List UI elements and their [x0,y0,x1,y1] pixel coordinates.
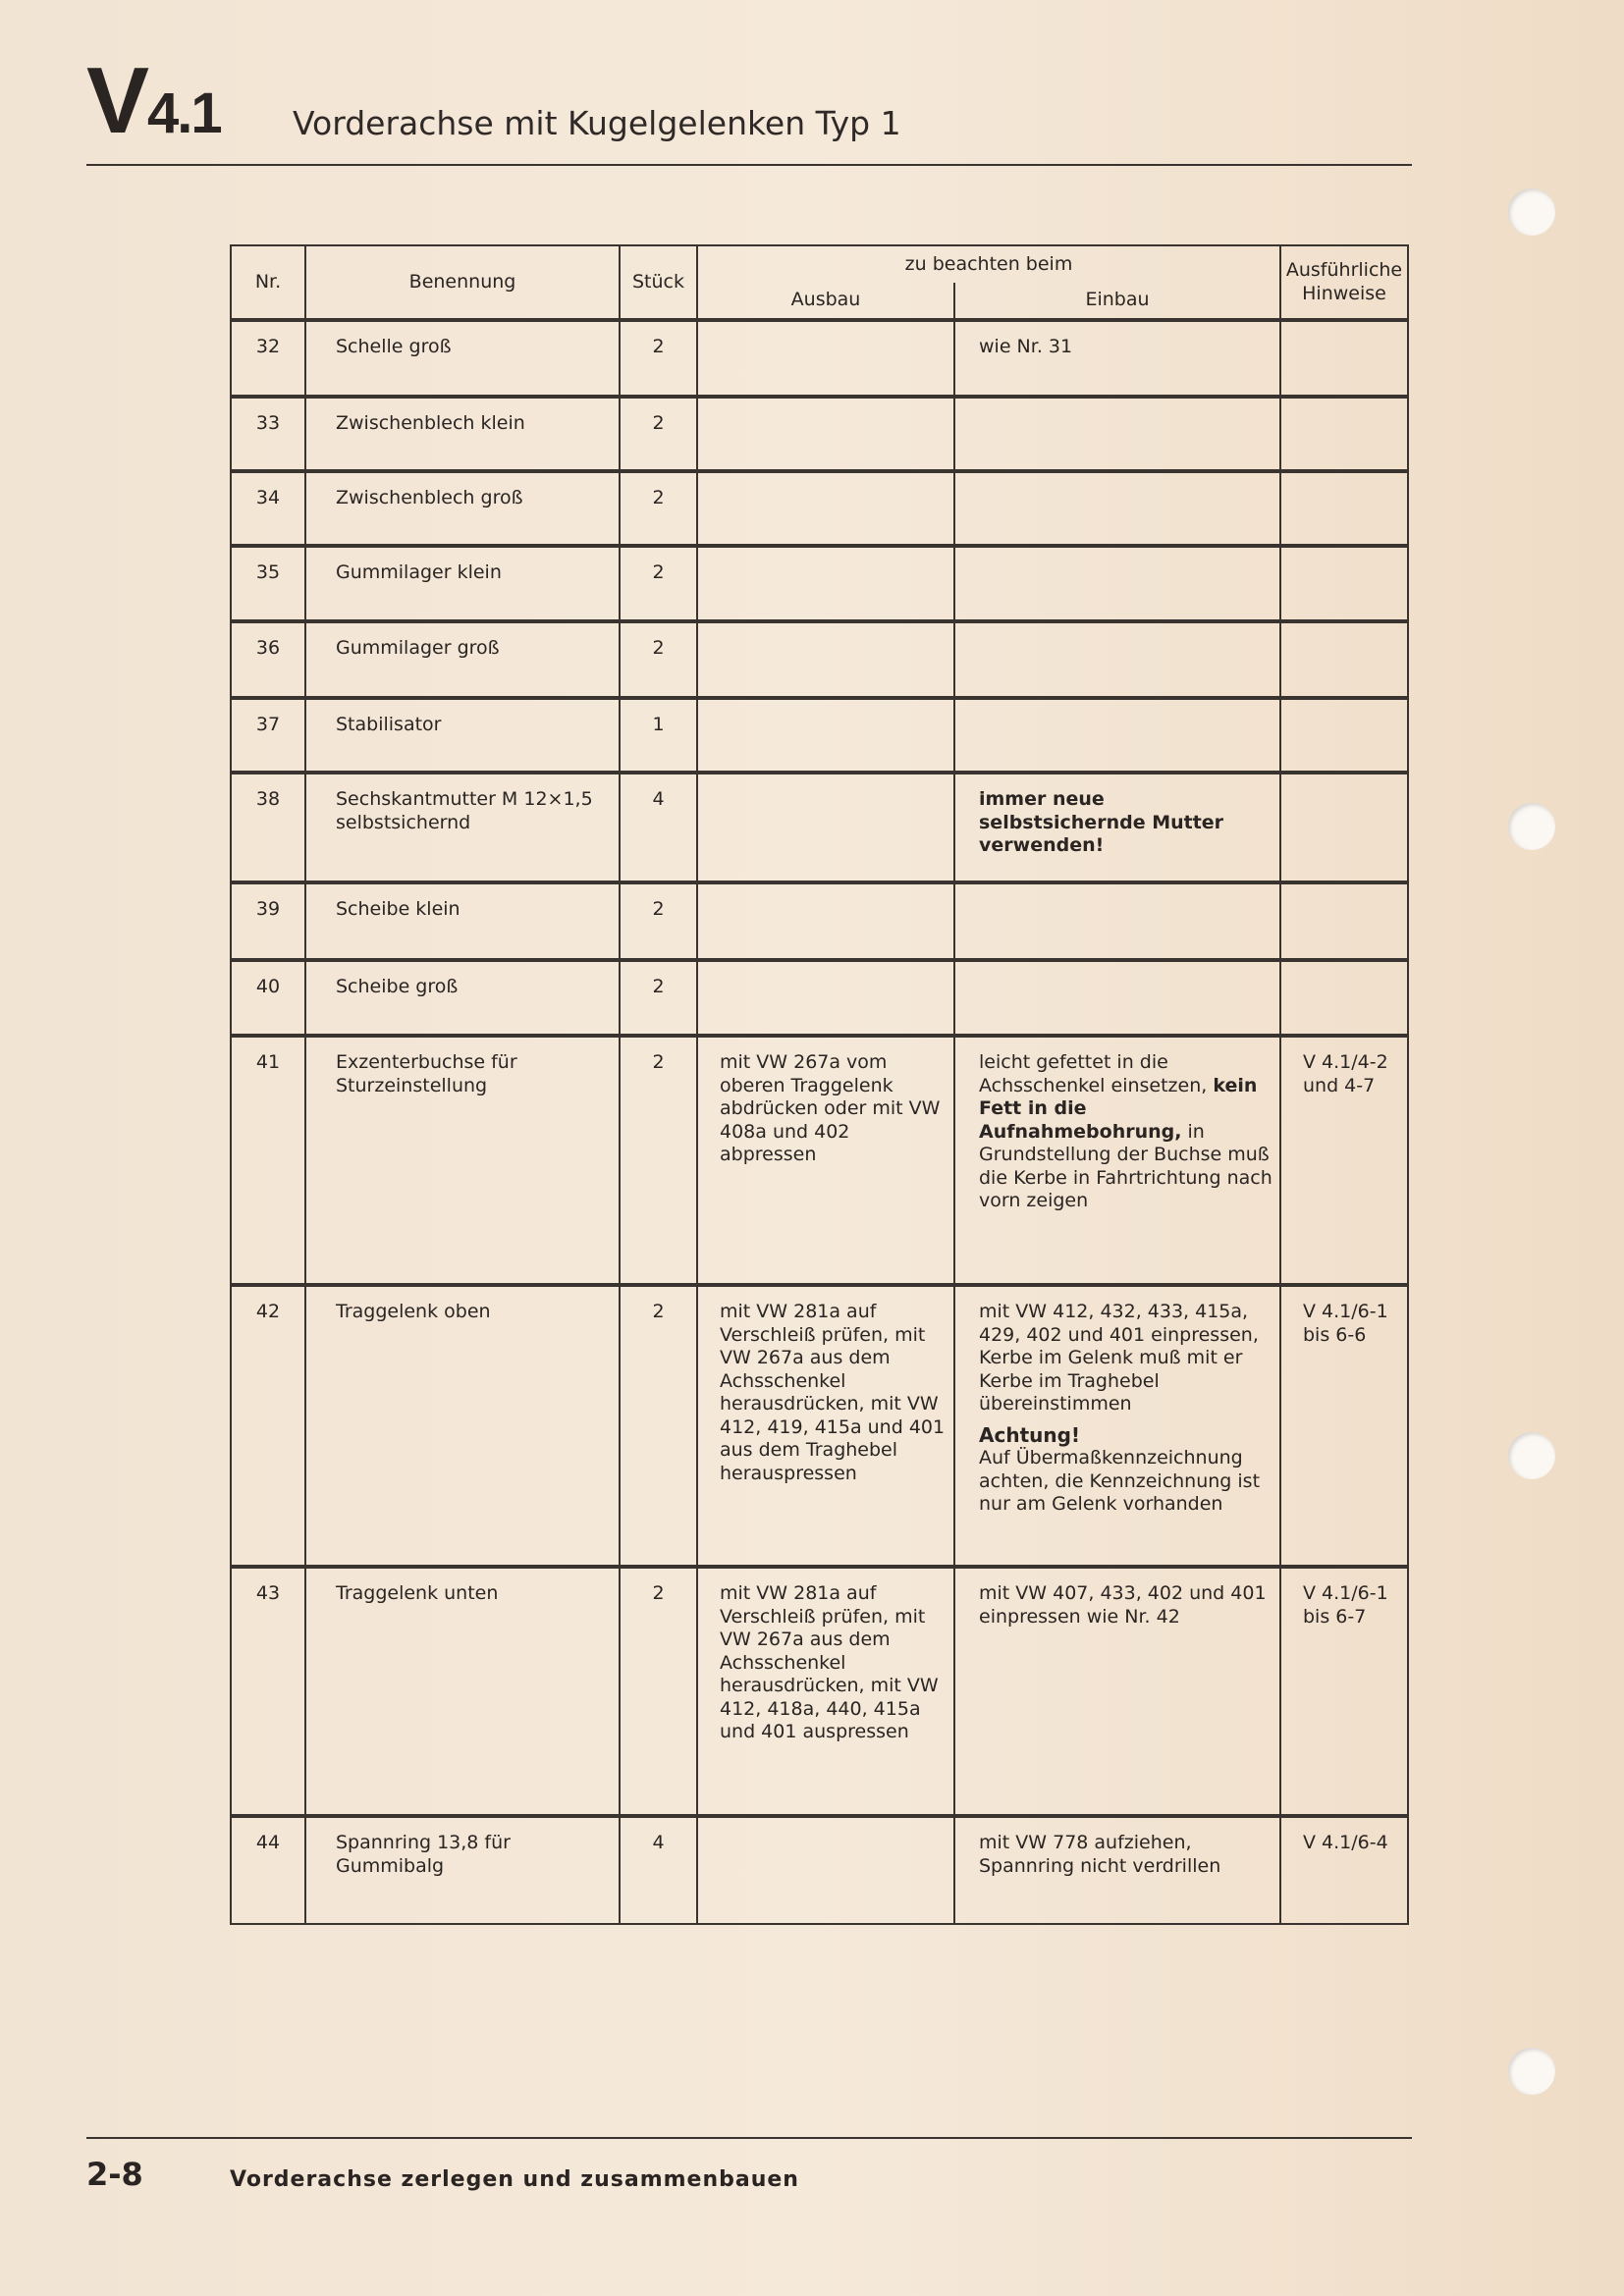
punch-hole [1508,188,1555,236]
table-row [231,773,1408,882]
cell-einbau [954,698,1280,773]
cell-nr: 42 [231,1285,305,1567]
cell-nr: 32 [231,320,305,397]
cell-hinweise [1280,397,1408,471]
cell-einbau [954,621,1280,698]
cell-name: Gummilager groß [305,621,620,698]
parts-table [230,244,1409,1925]
cell-qty: 4 [620,773,697,882]
cell-nr: 41 [231,1036,305,1285]
table-row [231,320,1408,397]
section-code: V4.1 [86,48,221,153]
cell-hinweise: V 4.1/4-2 und 4-7 [1280,1036,1408,1285]
cell-name: Spannring 13,8 für Gummibalg [305,1816,620,1924]
table-row [231,698,1408,773]
cell-ausbau [697,320,954,397]
cell-hinweise [1280,882,1408,960]
table-row [231,1816,1408,1924]
col-qty: Stück [620,245,697,320]
cell-hinweise [1280,698,1408,773]
cell-einbau [954,320,1280,397]
cell-hinweise [1280,773,1408,882]
cell-qty: 2 [620,960,697,1036]
cell-hinweise [1280,471,1408,546]
cell-einbau [954,882,1280,960]
cell-ausbau [697,698,954,773]
cell-name: Exzenterbuchse für Sturzeinstellung [305,1036,620,1285]
cell-einbau [954,1816,1280,1924]
cell-hinweise [1280,320,1408,397]
header-rule [86,164,1412,166]
cell-ausbau [697,773,954,882]
cell-ausbau [697,546,954,621]
cell-qty: 2 [620,621,697,698]
col-name: Benennung [305,245,620,320]
cell-qty: 2 [620,1285,697,1567]
cell-hinweise [1280,546,1408,621]
einbau-text: mit VW 778 aufziehen, Spannring nicht verdrillen [979,1832,1221,1877]
cell-hinweise: V 4.1/6-1 bis 6-7 [1280,1567,1408,1816]
table-row [231,397,1408,471]
cell-qty: 2 [620,320,697,397]
cell-nr: 36 [231,621,305,698]
cell-hinweise: V 4.1/6-4 [1280,1816,1408,1924]
cell-name: Traggelenk unten [305,1567,620,1816]
cell-qty: 2 [620,882,697,960]
table-row [231,1285,1408,1567]
cell-ausbau [697,471,954,546]
footer-title: Vorderachse zerlegen und zusammenbauen [230,2167,799,2192]
punch-hole [1508,803,1555,850]
cell-qty: 2 [620,1567,697,1816]
cell-hinweise [1280,960,1408,1036]
cell-name: Scheibe groß [305,960,620,1036]
cell-einbau [954,471,1280,546]
cell-qty: 2 [620,546,697,621]
cell-qty: 4 [620,1816,697,1924]
cell-name: Zwischenblech klein [305,397,620,471]
cell-einbau [954,773,1280,882]
cell-nr: 35 [231,546,305,621]
cell-hinweise: V 4.1/6-1 bis 6-6 [1280,1285,1408,1567]
einbau-text: in Grundstellung der Buchse muß die Kerbe in Fahrtrichtung nach vorn zeigen [979,1120,1272,1211]
cell-ausbau [697,882,954,960]
table-row [231,546,1408,621]
cell-nr: 44 [231,1816,305,1924]
cell-name: Schelle groß [305,320,620,397]
einbau-text: mit VW 412, 432, 433, 415a, 429, 402 und 401 einpressen, Kerbe im Gelenk muß mit er Kerbe im Traghebel übereinstimmen [979,1301,1259,1415]
cell-ausbau: mit VW 267a vom oberen Traggelenk abdrücken oder mit VW 408a und 402 abpressen [697,1036,954,1285]
table-row [231,882,1408,960]
cell-nr: 37 [231,698,305,773]
einbau-bold: kein Fett in die Aufnahmebohrung, [979,1074,1258,1143]
cell-nr: 39 [231,882,305,960]
cell-name: Gummilager klein [305,546,620,621]
einbau-note: Auf Übermaßkennzeichnung achten, die Kennzeichnung ist nur am Gelenk vorhanden [979,1447,1261,1515]
cell-einbau [954,546,1280,621]
cell-nr: 43 [231,1567,305,1816]
cell-hinweise [1280,621,1408,698]
table-row [231,960,1408,1036]
cell-ausbau [697,960,954,1036]
cell-qty: 2 [620,1036,697,1285]
cell-ausbau: mit VW 281a auf Verschleiß prüfen, mit VW 267a aus dem Achsschenkel herausdrücken, mit VW 412, 418a, 440, 415a und 401 auspressen [697,1567,954,1816]
cell-nr: 34 [231,471,305,546]
einbau-text: leicht gefettet in die Achsschenkel einsetzen, [979,1051,1214,1096]
cell-qty: 2 [620,397,697,471]
col-hin: Ausführliche Hinweise [1280,245,1408,320]
einbau-text: mit VW 407, 433, 402 und 401 einpressen wie Nr. 42 [979,1582,1267,1628]
cell-nr: 40 [231,960,305,1036]
col-nr: Nr. [231,245,305,320]
cell-qty: 2 [620,471,697,546]
table-row [231,471,1408,546]
col-aus: Ausbau [697,283,954,320]
cell-nr: 33 [231,397,305,471]
einbau-bold: Achtung! [979,1422,1081,1447]
page-number: 2-8 [86,2156,143,2193]
punch-hole [1508,2048,1555,2095]
einbau-bold: immer neue selbstsichernde Mutter verwenden! [979,788,1224,856]
punch-hole [1508,1432,1555,1479]
cell-name: Sechskantmutter M 12×1,5 selbstsichernd [305,773,620,882]
cell-name: Scheibe klein [305,882,620,960]
cell-ausbau: mit VW 281a auf Verschleiß prüfen, mit VW 267a aus dem Achsschenkel herausdrücken, mit VW 412, 419, 415a und 401 aus dem Traghebel herauspressen [697,1285,954,1567]
table-row [231,621,1408,698]
cell-einbau [954,1036,1280,1285]
cell-ausbau [697,621,954,698]
cell-nr: 38 [231,773,305,882]
cell-name: Stabilisator [305,698,620,773]
cell-name: Traggelenk oben [305,1285,620,1567]
cell-einbau [954,1285,1280,1567]
cell-name: Zwischenblech groß [305,471,620,546]
cell-ausbau [697,1816,954,1924]
table-row [231,1567,1408,1816]
cell-einbau [954,960,1280,1036]
cell-einbau [954,397,1280,471]
einbau-text: wie Nr. 31 [979,336,1073,357]
col-group: zu beachten beim [697,245,1280,283]
cell-qty: 1 [620,698,697,773]
col-ein: Einbau [954,283,1280,320]
cell-ausbau [697,397,954,471]
page-title: Vorderachse mit Kugelgelenken Typ 1 [293,104,901,142]
table-row [231,1036,1408,1285]
cell-einbau [954,1567,1280,1816]
footer-rule [86,2137,1412,2139]
